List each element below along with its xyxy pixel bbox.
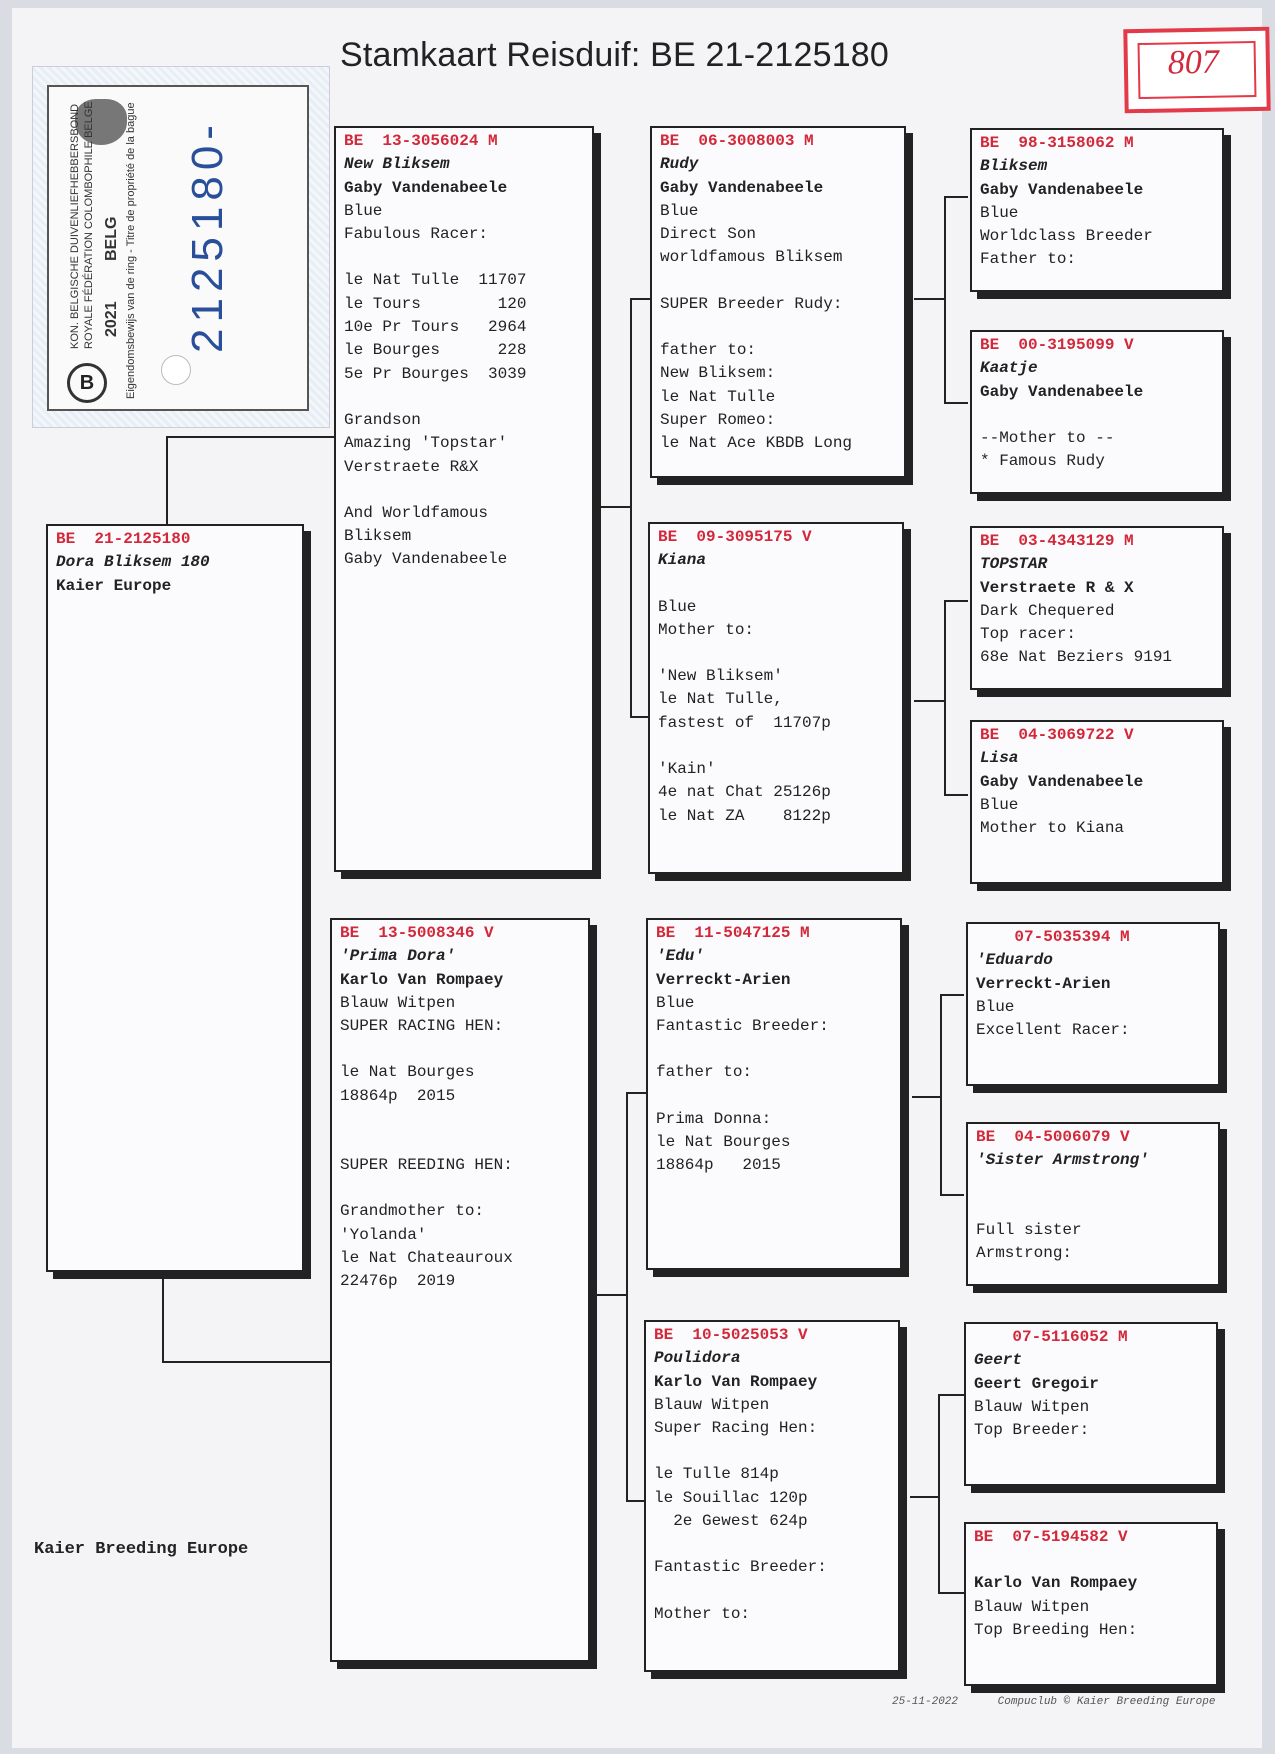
print-credit: Compuclub © Kaier Breeding Europe: [997, 1696, 1216, 1708]
pedigree-line: Top Breeder:: [974, 1421, 1090, 1440]
connector-line: [944, 600, 968, 602]
federation-name-fr: ROYALE FÉDÉRATION COLOMBOPHILE BELGE: [83, 101, 95, 349]
connector-line: [596, 506, 630, 508]
pedigree-line: le Nat Tulle,: [658, 690, 783, 709]
ring-number: BE 10-5025053 V: [654, 1326, 808, 1344]
pedigree-line: New Bliksem:: [660, 364, 776, 383]
pigeon-name: Kaatje: [980, 359, 1038, 378]
pedigree-line: [654, 1580, 892, 1603]
pedigree-line: [340, 1177, 582, 1200]
pedigree-line: 18864p 2015: [340, 1086, 456, 1105]
ring-number: BE 13-3056024 M: [344, 132, 498, 150]
pigeon-name: 'Eduardo: [976, 951, 1053, 970]
card-hole: [161, 355, 191, 385]
connector-line: [626, 1092, 628, 1500]
pedigree-line: father to:: [660, 341, 757, 360]
pedigree-line: Grandmother to:: [340, 1202, 485, 1221]
pedigree-line: [660, 316, 898, 339]
pedigree-line: SUPER Breeder Rudy:: [660, 294, 843, 313]
pedigree-line: 'New Bliksem': [658, 667, 783, 686]
pedigree-line: [658, 735, 896, 758]
pigeon-mmf: [964, 1322, 1218, 1486]
pedigree-line: Father to:: [980, 250, 1077, 269]
pedigree-line: [340, 1131, 582, 1154]
pedigree-line: le Tulle 814p: [654, 1465, 779, 1484]
ring-certificate: [32, 66, 330, 428]
connector-line: [630, 716, 650, 718]
pigeon-name: Geert: [974, 1351, 1023, 1370]
pedigree-line: Verstraete R&X: [344, 457, 479, 476]
pedigree-line: Top Breeding Hen:: [974, 1620, 1138, 1639]
pigeon-mfm: [966, 1122, 1220, 1286]
federation-name-nl: KON. BELGISCHE DUIVENLIEFHEBBERSBOND: [69, 103, 81, 349]
pedigree-line: Blue: [660, 201, 699, 220]
pedigree-line: 'Yolanda': [340, 1225, 427, 1244]
connector-line: [910, 1496, 938, 1498]
pedigree-line: Fantastic Breeder:: [656, 1017, 829, 1036]
pigeon-mff: [966, 922, 1220, 1086]
pedigree-line: Blauw Witpen: [654, 1395, 770, 1414]
pedigree-line: Gaby Vandenabeele: [344, 550, 508, 569]
connector-line: [166, 436, 334, 438]
pedigree-line: Gaby Vandenabeele: [980, 180, 1144, 199]
pedigree-line: Karlo Van Rompaey: [654, 1372, 818, 1391]
connector-line: [944, 600, 946, 794]
pedigree-line: Excellent Racer:: [976, 1021, 1130, 1040]
pedigree-line: fastest of 11707p: [658, 713, 831, 732]
connector-line: [626, 1500, 646, 1502]
pedigree-line: [654, 1440, 892, 1463]
pedigree-line: le Nat Bourges: [656, 1133, 791, 1152]
pedigree-line: Blue: [656, 993, 695, 1012]
ring-number: 07-5035394 M: [976, 928, 1130, 946]
pedigree-line: [660, 270, 898, 293]
ring-number: BE 13-5008346 V: [340, 924, 494, 942]
pigeon-father: [334, 126, 594, 872]
connector-line: [912, 1096, 940, 1098]
number-stamp: [1123, 27, 1270, 114]
connector-line: [940, 994, 964, 996]
ring-number: BE 98-3158062 M: [980, 134, 1134, 152]
pigeon-fmm: [970, 720, 1224, 884]
pigeon-mm: [644, 1320, 900, 1672]
pigeon-name: Kiana: [658, 551, 707, 570]
pedigree-line: Direct Son: [660, 225, 757, 244]
ring-card: [47, 85, 309, 411]
pedigree-line: 5e Pr Bourges 3039: [344, 364, 527, 383]
pedigree-line: 2e Gewest 624p: [654, 1512, 808, 1531]
pedigree-line: Super Romeo:: [660, 410, 776, 429]
pedigree-line: le Nat Tulle 11707: [344, 271, 527, 290]
ring-number: BE 21-2125180: [56, 530, 191, 548]
pedigree-line: 4e nat Chat 25126p: [658, 783, 831, 802]
ring-number: BE 00-3195099 V: [980, 336, 1134, 354]
pedigree-line: Mother to:: [654, 1604, 751, 1623]
ring-number: BE 06-3008003 M: [660, 132, 814, 150]
pedigree-line: Verreckt-Arien: [976, 974, 1111, 993]
pigeon-fff: [970, 128, 1224, 292]
pedigree-line: Blue: [980, 795, 1019, 814]
pedigree-line: Top racer:: [980, 625, 1077, 644]
pedigree-line: 22476p 2019: [340, 1272, 456, 1291]
pedigree-line: le Nat Bourges: [340, 1063, 475, 1082]
pigeon-name: Rudy: [660, 155, 699, 174]
pedigree-line: Verstraete R & X: [980, 578, 1134, 597]
pedigree-line: Blue: [980, 203, 1019, 222]
pedigree-line: father to:: [656, 1063, 753, 1082]
pedigree-line: [976, 1196, 1212, 1219]
pedigree-line: Verreckt-Arien: [656, 970, 791, 989]
connector-line: [938, 1592, 964, 1594]
connector-line: [944, 794, 968, 796]
pigeon-fm: [648, 522, 904, 874]
federation-logo-icon: B: [67, 363, 107, 403]
page-title: Stamkaart Reisduif: BE 21-2125180: [340, 36, 890, 74]
pedigree-line: Blauw Witpen: [340, 993, 456, 1012]
pigeon-name: Dora Bliksem 180: [56, 553, 210, 572]
pigeon-name: Lisa: [980, 749, 1019, 768]
pigeon-ff: [650, 126, 906, 478]
pedigree-line: [656, 1085, 894, 1108]
pedigree-line: Blauw Witpen: [974, 1597, 1090, 1616]
pigeon-ffm: [970, 330, 1224, 494]
pedigree-line: le Nat Chateauroux: [340, 1248, 513, 1267]
pedigree-line: le Nat ZA 8122p: [658, 806, 831, 825]
pigeon-name: 'Prima Dora': [340, 947, 456, 966]
pedigree-line: [340, 1108, 582, 1131]
pedigree-line: Karlo Van Rompaey: [974, 1574, 1138, 1593]
connector-line: [914, 298, 944, 300]
pedigree-line: Armstrong:: [976, 1243, 1073, 1262]
pedigree-line: le Nat Ace KBDB Long: [660, 434, 853, 453]
pedigree-line: Geert Gregoir: [974, 1374, 1099, 1393]
pedigree-line: Grandson: [344, 410, 421, 429]
ring-number: 2125180-: [183, 119, 232, 353]
pedigree-line: 'Kain': [658, 760, 716, 779]
pedigree-line: [340, 1038, 582, 1061]
pedigree-line: 10e Pr Tours 2964: [344, 318, 527, 337]
pedigree-line: [344, 246, 586, 269]
connector-line: [938, 1394, 964, 1396]
connector-line: [944, 402, 968, 404]
ring-number: BE 11-5047125 M: [656, 924, 810, 942]
pedigree-line: 18864p 2015: [656, 1156, 781, 1175]
pedigree-line: worldfamous Bliksem: [660, 248, 843, 267]
pedigree-line: Prima Donna:: [656, 1109, 772, 1128]
pedigree-line: --Mother to --: [980, 428, 1115, 447]
pedigree-line: Worldclass Breeder: [980, 227, 1153, 246]
ring-country: BELG: [103, 216, 120, 261]
pedigree-line: Super Racing Hen:: [654, 1419, 818, 1438]
connector-line: [166, 436, 168, 524]
pedigree-line: [344, 479, 586, 502]
pedigree-line: Mother to:: [658, 620, 755, 639]
pedigree-line: le Nat Tulle: [660, 387, 776, 406]
pigeon-name: TOPSTAR: [980, 555, 1048, 574]
pedigree-line: Blue: [976, 997, 1015, 1016]
connector-line: [940, 1194, 964, 1196]
ring-number: BE 04-3069722 V: [980, 726, 1134, 744]
ring-number: 07-5116052 M: [974, 1328, 1128, 1346]
pedigree-line: SUPER REEDING HEN:: [340, 1156, 513, 1175]
pedigree-line: Dark Chequered: [980, 601, 1115, 620]
pedigree-line: And Worldfamous: [344, 503, 489, 522]
pedigree-line: 68e Nat Beziers 9191: [980, 648, 1173, 667]
pedigree-line: Bliksem: [344, 527, 412, 546]
pedigree-line: Blauw Witpen: [974, 1397, 1090, 1416]
pedigree-line: [344, 386, 586, 409]
pedigree-line: [980, 404, 1216, 427]
pedigree-line: [654, 1533, 892, 1556]
connector-line: [914, 700, 944, 702]
ring-number: BE 09-3095175 V: [658, 528, 812, 546]
connector-line: [944, 196, 946, 402]
connector-line: [596, 1294, 628, 1296]
pigeon-mother: [330, 918, 590, 1662]
connector-line: [944, 196, 968, 198]
pedigree-line: SUPER RACING HEN:: [340, 1017, 504, 1036]
pedigree-line: [658, 642, 896, 665]
pigeon-name: [974, 1549, 1210, 1572]
pedigree-line: Kaier Europe: [56, 576, 172, 595]
connector-line: [940, 994, 942, 1194]
pedigree-line: [658, 573, 896, 596]
pedigree-line: Blue: [344, 201, 383, 220]
pigeon-name: New Bliksem: [344, 155, 450, 174]
pedigree-line: Gaby Vandenabeele: [660, 178, 824, 197]
pedigree-line: Gaby Vandenabeele: [980, 772, 1144, 791]
pedigree-line: [656, 1038, 894, 1061]
breeder-name: Kaier Breeding Europe: [34, 1540, 249, 1559]
pedigree-line: Amazing 'Topstar': [344, 434, 508, 453]
pedigree-line: le Souillac 120p: [654, 1488, 808, 1507]
pedigree-line: le Tours 120: [344, 294, 527, 313]
ring-number: BE 03-4343129 M: [980, 532, 1134, 550]
connector-line: [162, 1361, 330, 1363]
pigeon-name: Poulidora: [654, 1349, 741, 1368]
ownership-text: Eigendomsbewijs van de ring - Titre de propriété de la bague: [125, 102, 137, 399]
pedigree-line: Blue: [658, 597, 697, 616]
pigeon-mf: [646, 918, 902, 1270]
print-date: 25-11-2022: [892, 1696, 959, 1708]
connector-line: [630, 298, 632, 716]
pedigree-line: Full sister: [976, 1220, 1082, 1239]
pedigree-line: Gaby Vandenabeele: [980, 382, 1144, 401]
connector-line: [162, 1275, 164, 1362]
pedigree-line: * Famous Rudy: [980, 452, 1105, 471]
ring-number: BE 04-5006079 V: [976, 1128, 1130, 1146]
connector-line: [938, 1394, 940, 1592]
pigeon-name: Bliksem: [980, 157, 1048, 176]
pedigree-line: Karlo Van Rompaey: [340, 970, 504, 989]
ring-number: BE 07-5194582 V: [974, 1528, 1128, 1546]
pigeon-name: 'Sister Armstrong': [976, 1151, 1149, 1170]
pigeon-fmf: [970, 526, 1224, 690]
pedigree-line: [976, 1173, 1212, 1196]
connector-line: [626, 1092, 646, 1094]
pigeon-name: 'Edu': [656, 947, 705, 966]
pigeon-main: [46, 524, 304, 1272]
pedigree-line: le Bourges 228: [344, 341, 527, 360]
connector-line: [630, 298, 650, 300]
pedigree-line: Fabulous Racer:: [344, 225, 489, 244]
stamp-number: 807: [1167, 43, 1220, 82]
pedigree-line: Gaby Vandenabeele: [344, 178, 508, 197]
print-footer: [892, 1696, 1215, 1708]
pedigree-line: Mother to Kiana: [980, 819, 1125, 838]
ring-year: 2021: [103, 301, 120, 337]
pedigree-line: Fantastic Breeder:: [654, 1558, 827, 1577]
pigeon-mmm: [964, 1522, 1218, 1686]
